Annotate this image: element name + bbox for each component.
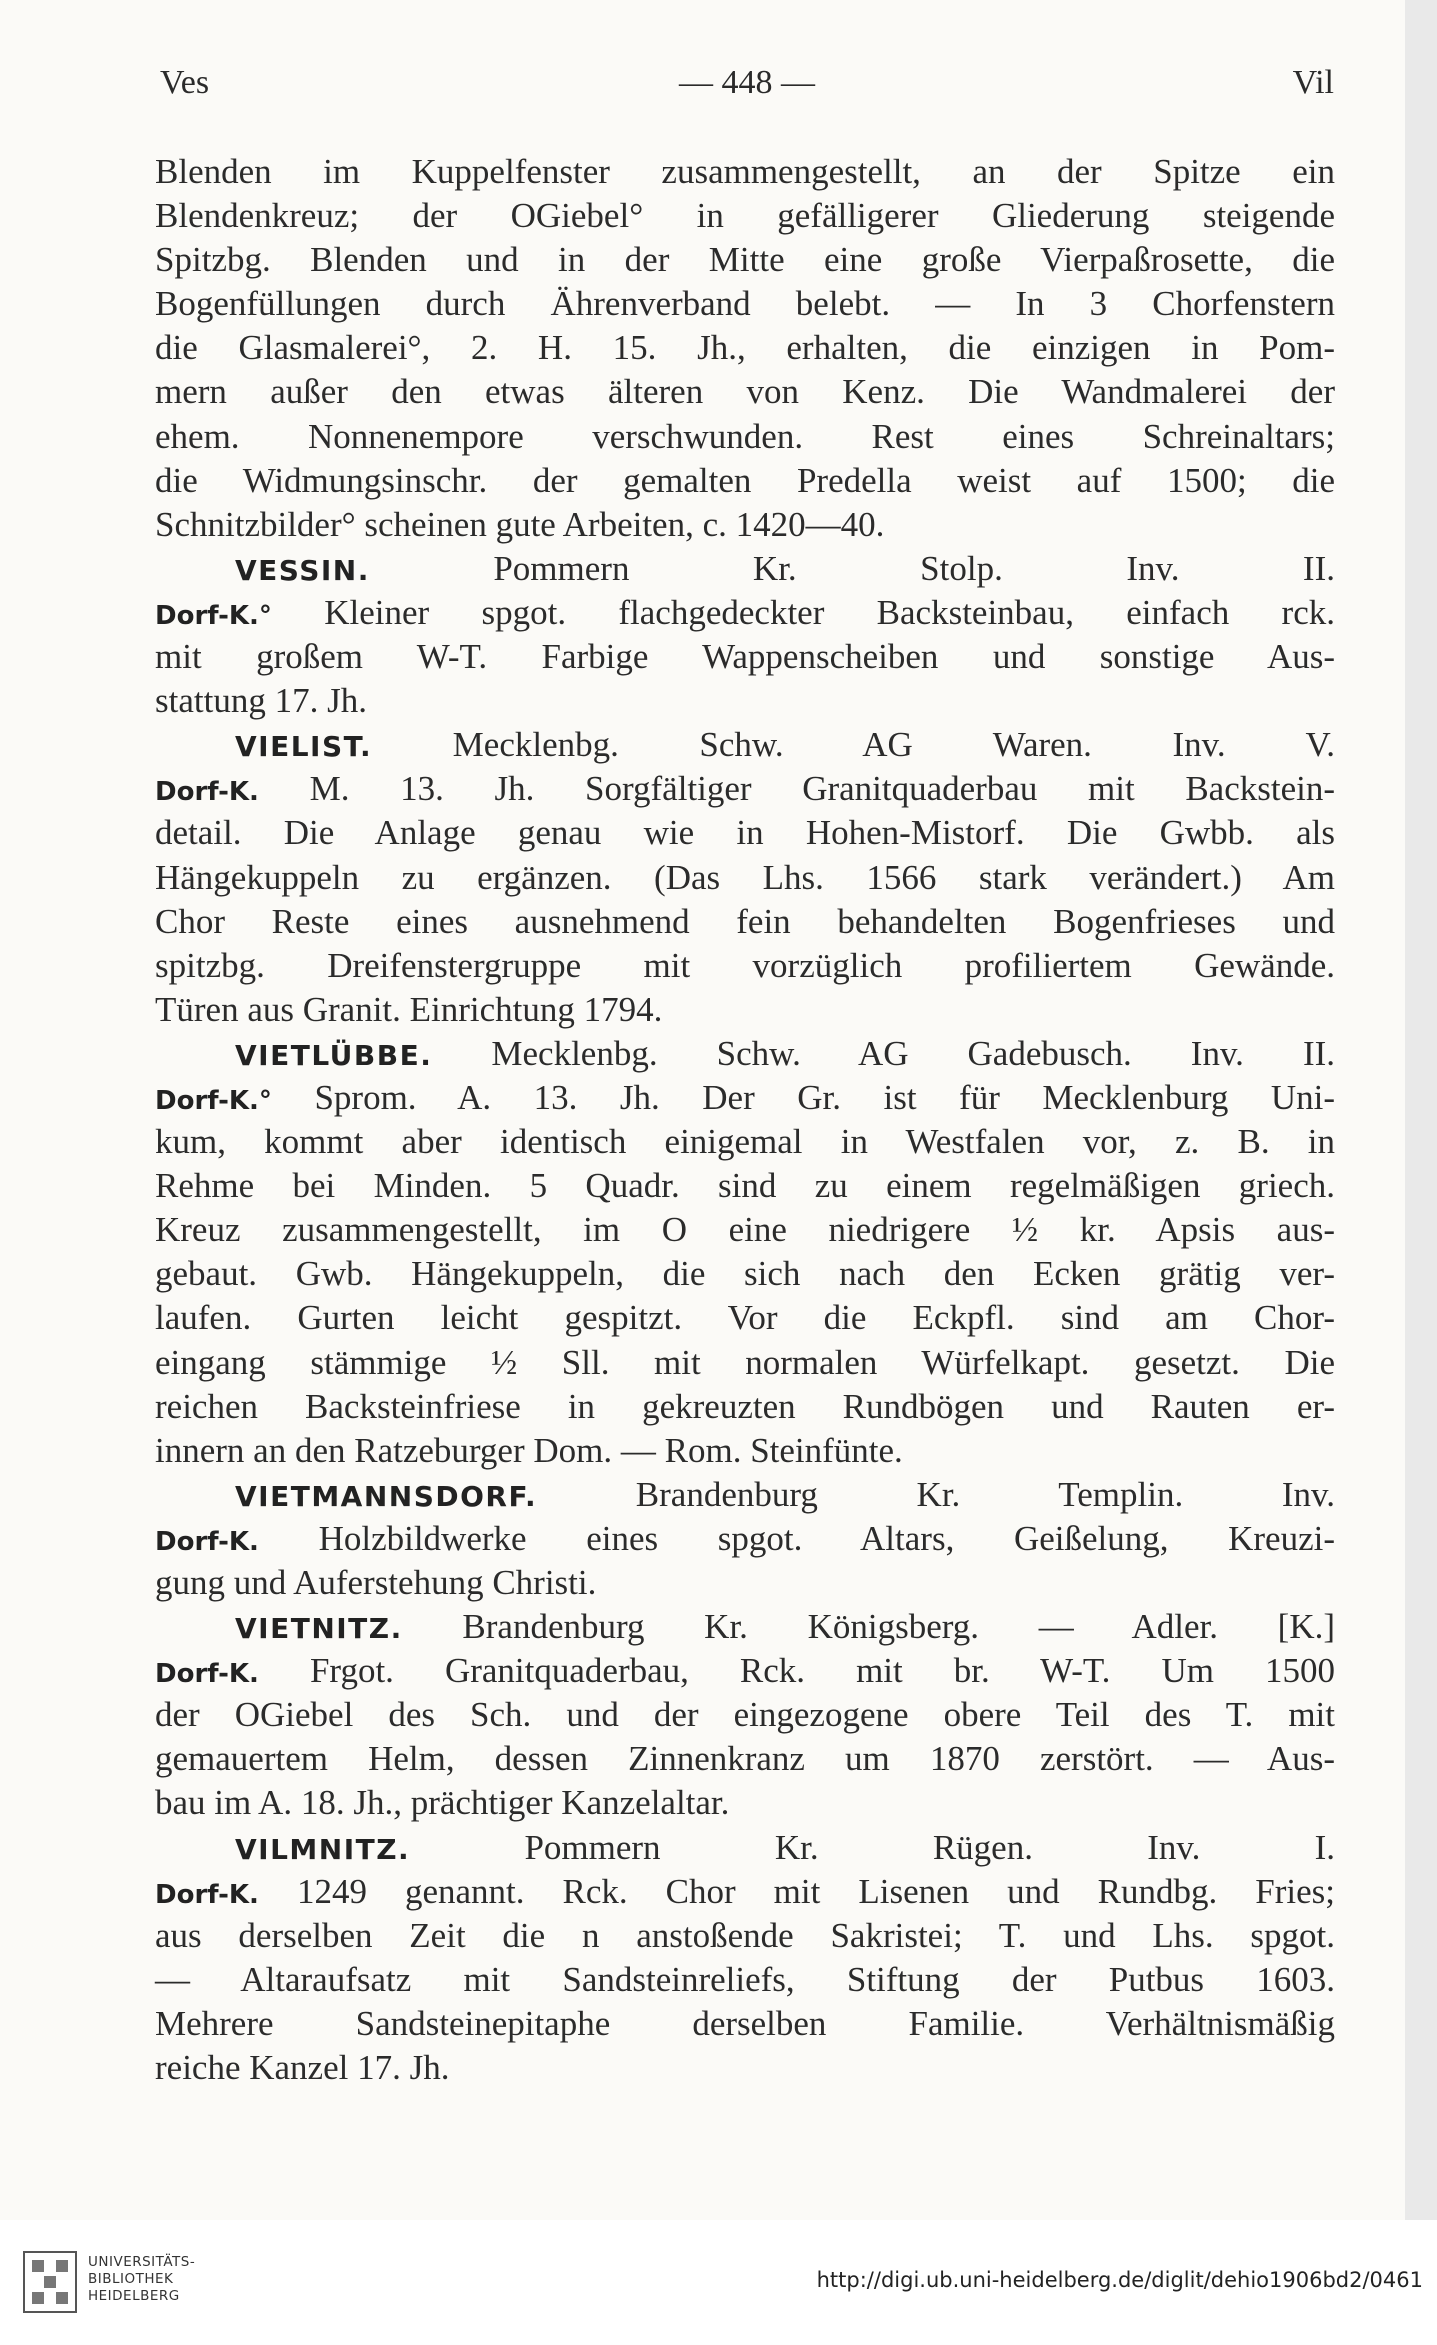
- place-heading: VIETNITZ.: [235, 1612, 403, 1646]
- text-line: [155, 2002, 1335, 2046]
- library-line: UNIVERSITÄTS-: [88, 2254, 196, 2270]
- church-label: Dorf-K.: [155, 777, 259, 808]
- line-text: spitzbg. Dreifenstergruppe mit vorzüglich profiliertem Gewände.: [155, 945, 1335, 985]
- line-text: die Glasmalerei°, 2. H. 15. Jh., erhalten, die einzigen in Pom-: [155, 328, 1335, 368]
- text-line: [155, 1120, 1335, 1164]
- text-line: [155, 635, 1335, 679]
- text-line: [155, 900, 1335, 944]
- entry-first-line: [155, 1076, 1335, 1120]
- text-line: [155, 150, 1335, 194]
- line-text: Brandenburg Kr. Templin. Inv.: [635, 1474, 1335, 1514]
- entry-first-line: [155, 591, 1335, 635]
- line-text: Spitzbg. Blenden und in der Mitte eine große Vierpaßrosette, die: [155, 240, 1335, 280]
- entry-heading-line: [155, 1032, 1335, 1076]
- church-label: Dorf-K.°: [155, 600, 272, 631]
- library-line: BIBLIOTHEK: [88, 2271, 174, 2287]
- church-label: Dorf-K.: [155, 1526, 259, 1557]
- line-text: innern an den Ratzeburger Dom. — Rom. Steinfünte.: [155, 1430, 903, 1470]
- line-text: gebaut. Gwb. Hängekuppeln, die sich nach den Ecken grätig ver-: [155, 1254, 1335, 1294]
- line-text: Blendenkreuz; der OGiebel° in gefälligerer Gliederung steigende: [155, 196, 1335, 236]
- line-text: Mecklenbg. Schw. AG Waren. Inv. V.: [452, 725, 1336, 765]
- text-line: [155, 282, 1335, 326]
- line-text: Kreuz zusammengestellt, im O eine niedrigere ½ kr. Apsis aus-: [155, 1210, 1335, 1250]
- line-text: Rehme bei Minden. 5 Quadr. sind zu einem regelmäßigen griech.: [155, 1166, 1335, 1206]
- church-label: Dorf-K.°: [155, 1085, 272, 1116]
- line-text: bau im A. 18. Jh., prächtiger Kanzelaltar.: [155, 1783, 730, 1823]
- source-url-link[interactable]: http://digi.ub.uni-heidelberg.de/diglit/dehio1906bd2/0461: [816, 2268, 1423, 2292]
- line-text: Brandenburg Kr. Königsberg. — Adler. [K.]: [462, 1607, 1336, 1647]
- entry-first-line: [155, 1649, 1335, 1693]
- line-text: gemauertem Helm, dessen Zinnenkranz um 1870 zerstört. — Aus-: [155, 1739, 1335, 1779]
- line-text: Sprom. A. 13. Jh. Der Gr. ist für Mecklenburg Uni-: [314, 1077, 1335, 1117]
- line-text: Bogenfüllungen durch Ährenverband belebt. — In 3 Chorfenstern: [155, 284, 1335, 324]
- place-heading: VIELIST.: [235, 730, 373, 764]
- text-line: [155, 1914, 1335, 1958]
- line-text: 1249 genannt. Rck. Chor mit Lisenen und Rundbg. Fries;: [296, 1871, 1335, 1911]
- line-text: der OGiebel des Sch. und der eingezogene obere Teil des T. mit: [155, 1695, 1335, 1735]
- line-text: Chor Reste eines ausnehmend fein behandelten Bogenfrieses und: [155, 901, 1335, 941]
- text-line: [155, 856, 1335, 900]
- text-line: [155, 1693, 1335, 1737]
- text-line: [155, 503, 1335, 547]
- text-line: [155, 1208, 1335, 1252]
- entry-heading-line: [155, 547, 1335, 591]
- line-text: laufen. Gurten leicht gespitzt. Vor die Eckpfl. sind am Chor-: [155, 1298, 1335, 1338]
- running-head-right: Vil: [1292, 64, 1334, 101]
- line-text: reiche Kanzel 17. Jh.: [155, 2048, 450, 2088]
- church-label: Dorf-K.: [155, 1879, 259, 1910]
- place-heading: VIETLÜBBE.: [235, 1038, 433, 1072]
- place-heading: VILMNITZ.: [235, 1832, 411, 1866]
- line-text: Mehrere Sandsteinepitaphe derselben Familie. Verhältnismäßig: [155, 2003, 1335, 2043]
- line-text: eingang stämmige ½ Sll. mit normalen Würfelkapt. gesetzt. Die: [155, 1342, 1335, 1382]
- library-line: HEIDELBERG: [88, 2288, 180, 2304]
- line-text: mern außer den etwas älteren von Kenz. Die Wandmalerei der: [155, 372, 1335, 412]
- line-text: Kleiner spgot. flachgedeckter Backsteinbau, einfach rck.: [324, 592, 1335, 632]
- line-text: ehem. Nonnenempore verschwunden. Rest eines Schreinaltars;: [155, 416, 1335, 456]
- text-line: [155, 811, 1335, 855]
- entry-heading-line: [155, 1826, 1335, 1870]
- library-name: [88, 2254, 195, 2305]
- line-text: Mecklenbg. Schw. AG Gadebusch. Inv. II.: [491, 1033, 1336, 1073]
- text-line: [155, 1561, 1335, 1605]
- line-text: Frgot. Granitquaderbau, Rck. mit br. W-T. Um 1500: [309, 1651, 1335, 1691]
- text-line: [155, 238, 1335, 282]
- line-text: Hängekuppeln zu ergänzen. (Das Lhs. 1566 stark verändert.) Am: [155, 857, 1335, 897]
- entry-heading-line: [155, 1473, 1335, 1517]
- page-number: — 448 —: [679, 64, 815, 101]
- text-line: [155, 1958, 1335, 2002]
- text-line: [155, 370, 1335, 414]
- text-line: [155, 1385, 1335, 1429]
- entry-first-line: [155, 767, 1335, 811]
- text-line: [155, 944, 1335, 988]
- line-text: — Altaraufsatz mit Sandsteinreliefs, Stiftung der Putbus 1603.: [155, 1959, 1335, 1999]
- line-text: detail. Die Anlage genau wie in Hohen-Mistorf. Die Gwbb. als: [155, 813, 1335, 853]
- text-line: [155, 194, 1335, 238]
- line-text: stattung 17. Jh.: [155, 681, 367, 721]
- text-line: [155, 679, 1335, 723]
- text-line: [155, 1737, 1335, 1781]
- place-heading: VIETMANNSDORF.: [235, 1479, 538, 1513]
- entry-first-line: [155, 1870, 1335, 1914]
- footer: [0, 2220, 1437, 2345]
- line-text: mit großem W-T. Farbige Wappenscheiben und sonstige Aus-: [155, 637, 1335, 677]
- line-text: gung und Auferstehung Christi.: [155, 1563, 597, 1602]
- line-text: Pommern Kr. Stolp. Inv. II.: [493, 548, 1335, 588]
- text-line: [155, 2046, 1335, 2090]
- university-seal-icon: [22, 2250, 78, 2314]
- running-head: [160, 64, 1334, 114]
- text-line: [155, 988, 1335, 1032]
- page-text: [155, 150, 1335, 2090]
- church-label: Dorf-K.: [155, 1659, 259, 1690]
- place-heading: VESSIN.: [235, 553, 370, 587]
- text-line: [155, 1164, 1335, 1208]
- line-text: Holzbildwerke eines spgot. Altars, Geißelung, Kreuzi-: [318, 1518, 1335, 1558]
- line-text: M. 13. Jh. Sorgfältiger Granitquaderbau mit Backstein-: [309, 769, 1336, 809]
- text-line: [155, 1429, 1335, 1473]
- line-text: die Widmungsinschr. der gemalten Predella weist auf 1500; die: [155, 460, 1335, 500]
- text-line: [155, 1341, 1335, 1385]
- line-text: Schnitzbilder° scheinen gute Arbeiten, c. 1420—40.: [155, 504, 885, 544]
- text-line: [155, 415, 1335, 459]
- line-text: reichen Backsteinfriese in gekreuzten Rundbögen und Rauten er-: [155, 1386, 1335, 1426]
- entry-first-line: [155, 1517, 1335, 1561]
- line-text: kum, kommt aber identisch einigemal in Westfalen vor, z. B. in: [155, 1122, 1335, 1162]
- line-text: Türen aus Granit. Einrichtung 1794.: [155, 989, 663, 1029]
- scan-edge: [1405, 0, 1437, 2220]
- entry-heading-line: [155, 723, 1335, 767]
- line-text: aus derselben Zeit die n anstoßende Sakristei; T. und Lhs. spgot.: [155, 1915, 1335, 1955]
- line-text: Blenden im Kuppelfenster zusammengestellt, an der Spitze ein: [155, 152, 1335, 191]
- entry-heading-line: [155, 1605, 1335, 1649]
- text-line: [155, 1252, 1335, 1296]
- line-text: Pommern Kr. Rügen. Inv. I.: [524, 1827, 1335, 1867]
- text-line: [155, 1781, 1335, 1825]
- text-line: [155, 326, 1335, 370]
- text-line: [155, 459, 1335, 503]
- running-head-left: Ves: [160, 64, 210, 101]
- text-line: [155, 1296, 1335, 1340]
